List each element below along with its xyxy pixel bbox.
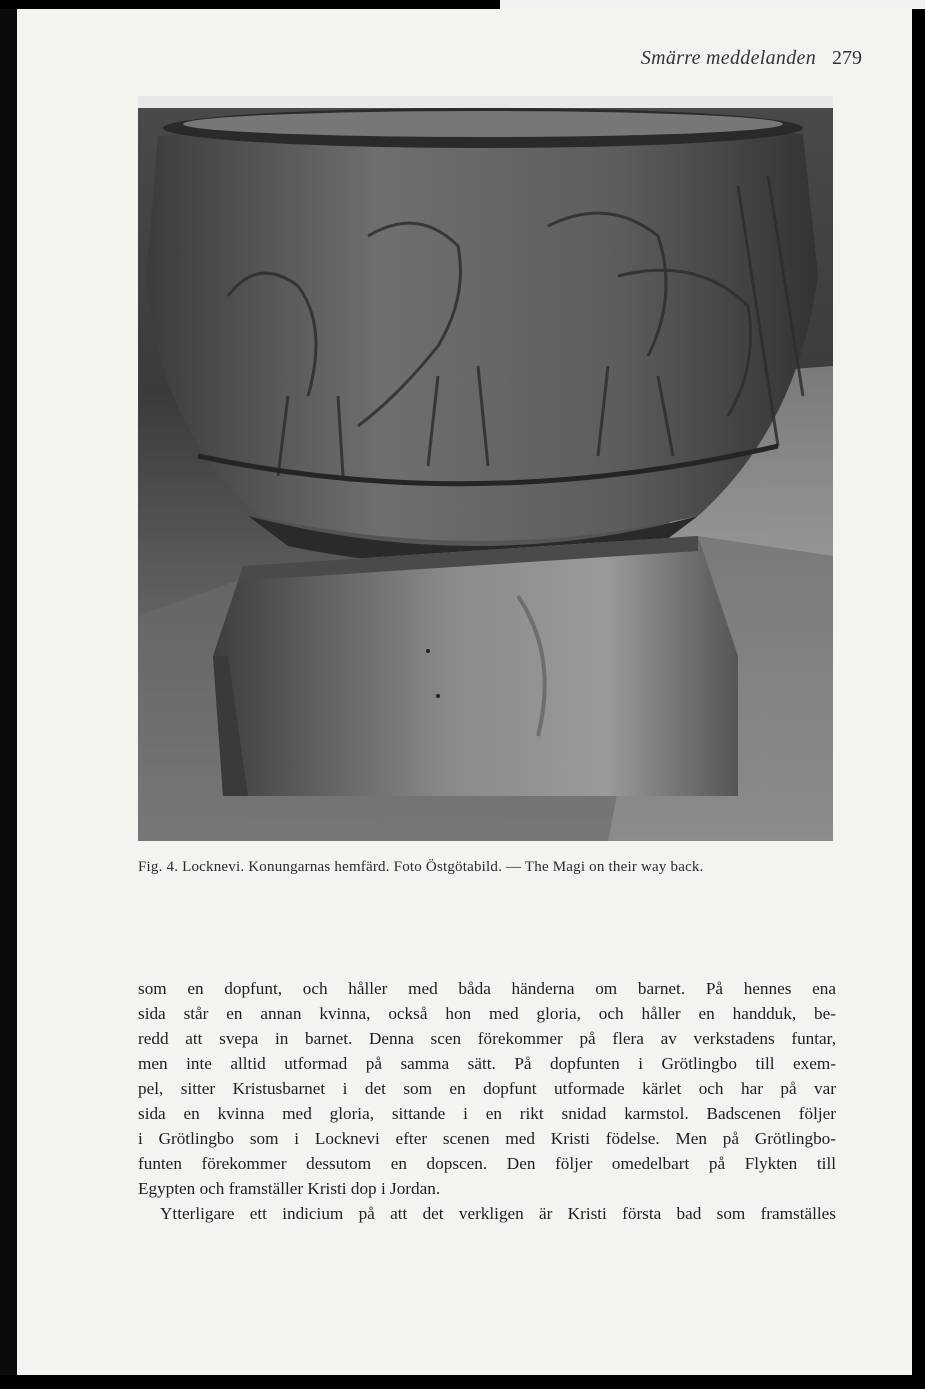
body-line-6: sida en kvinna med gloria, sittande i en rikt snidad karmstol. Badscenen följer [138, 1104, 836, 1123]
body-line-7: i Grötlingbo som i Locknevi efter scenen med Kristi födelse. Men på Grötlingbo- [138, 1129, 836, 1148]
running-head [557, 47, 862, 77]
figure-caption: Fig. 4. Locknevi. Konungarnas hemfärd. Foto Östgötabild. — The Magi on their way back. [138, 859, 704, 875]
body-line-5: pel, sitter Kristusbarnet i det som en dopfunt utformade kärlet och har på var [138, 1079, 836, 1098]
scan-bottom-border [0, 1375, 925, 1389]
body-line-2: sida står en annan kvinna, också hon med gloria, och håller en handduk, be- [138, 1004, 836, 1023]
body-line-8: funten förekommer dessutom en dopscen. Den följer omedelbart på Flykten till [138, 1154, 836, 1173]
baptismal-font-photo-icon [138, 96, 833, 841]
scan-right-border [912, 9, 925, 1389]
page-number: 279 [832, 47, 862, 69]
running-head-title: Smärre meddelanden [640, 47, 816, 69]
body-text [138, 976, 836, 1226]
scan-top-border [0, 0, 925, 9]
body-line-9: Egypten och framställer Kristi dop i Jordan. [138, 1179, 441, 1198]
body-line-4: men inte alltid utformad på samma sätt. På dopfunten i Grötlingbo till exem- [138, 1054, 836, 1073]
book-page [17, 9, 912, 1375]
figure-photo [138, 96, 833, 841]
body-line-1: som en dopfunt, och håller med båda händerna om barnet. På hennes ena [138, 979, 836, 998]
body-line-3: redd att svepa in barnet. Denna scen förekommer på flera av verkstadens funtar, [138, 1029, 836, 1048]
body-line-10: Ytterligare ett indicium på att det verkligen är Kristi första bad som framställes [160, 1204, 836, 1223]
